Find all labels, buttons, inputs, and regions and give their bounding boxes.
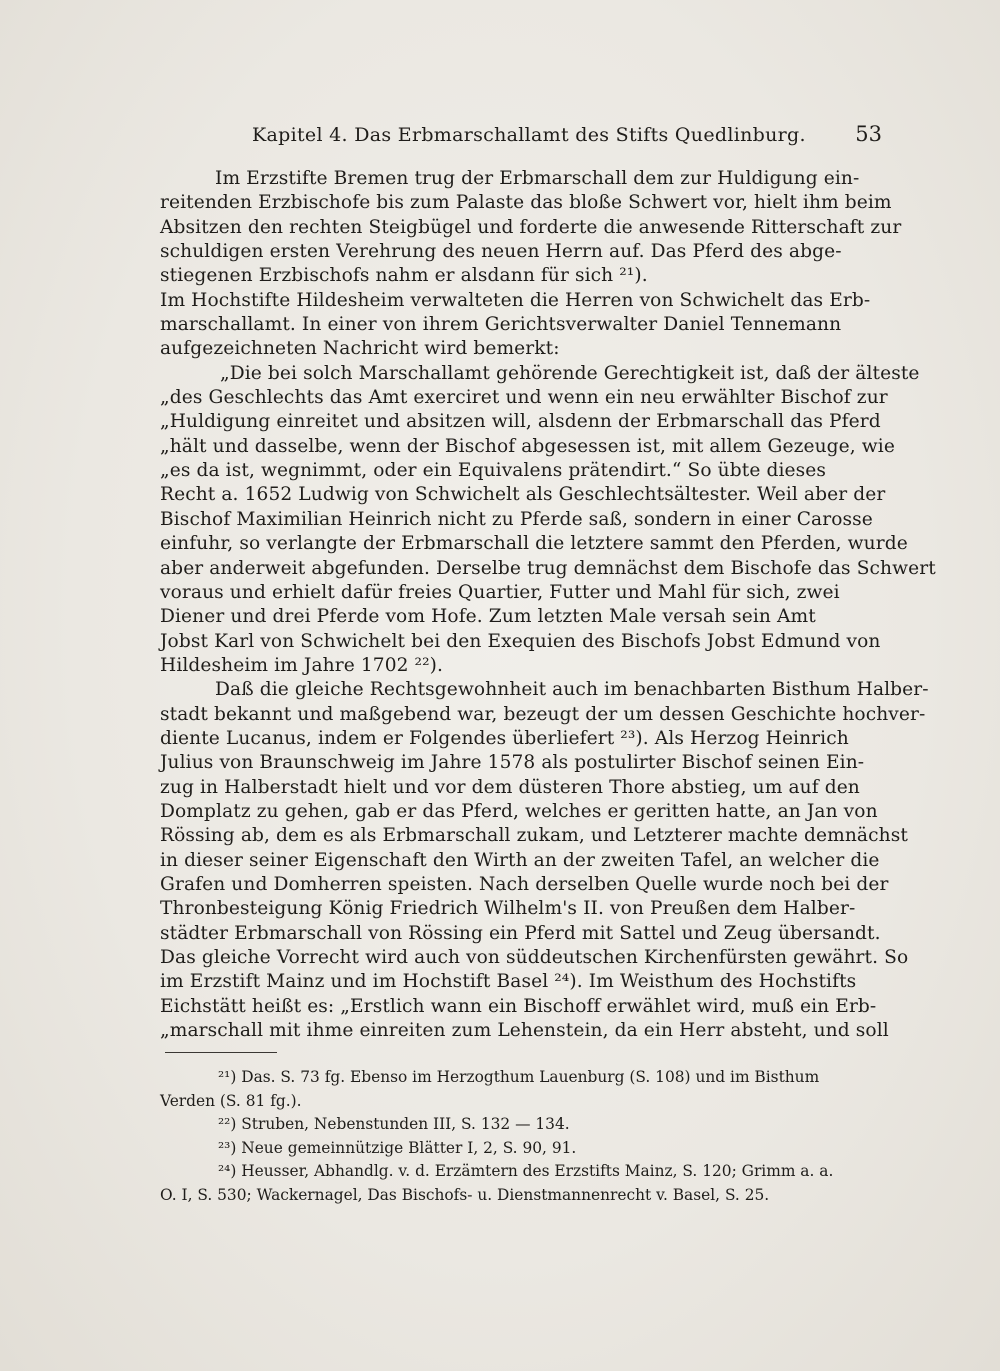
footnote-divider [165,1052,277,1053]
page-number: 53 [855,122,882,146]
text-line: Im Erzstifte Bremen trug der Erbmarschall dem zur Huldigung ein- [215,168,860,189]
footnote-line: ²⁴) Heusser, Abhandlg. v. d. Erzämtern des Erzstifts Mainz, S. 120; Grimm a. a. [218,1162,834,1181]
text-line: im Erzstift Mainz und im Hochstift Basel ²⁴). Im Weisthum des Hochstifts [160,971,857,993]
text-line: Julius von Braunschweig im Jahre 1578 als postulirter Bischof seinen Ein- [160,752,865,774]
text-line: Daß die gleiche Rechtsgewohnheit auch im benachbarten Bisthum Halber- [215,679,929,701]
text-line: „marschall mit ihme einreiten zum Lehenstein, da ein Herr absteht, und soll [160,1020,889,1042]
text-line: Das gleiche Vorrecht wird auch von süddeutschen Kirchenfürsten gewährt. So [160,947,909,968]
quote-line: „Huldigung einreitet und absitzen will, alsdenn der Erbmarschall das Pferd [160,411,881,433]
text-line: Im Hochstifte Hildesheim verwalteten die Herren von Schwichelt das Erb- [160,289,871,311]
text-line: stadt bekannt und maßgebend war, bezeugt der um dessen Geschichte hochver- [160,703,926,725]
quote-line: „des Geschlechts das Amt exerciret und wenn ein neu erwählter Bischof zur [160,387,888,409]
main-text [160,167,936,1043]
text-line: Absitzen den rechten Steigbügel und forderte die anwesende Ritterschaft zur [160,216,902,238]
text-line: zug in Halberstadt hielt und vor dem düsteren Thore abstieg, um auf den [160,776,860,798]
text-line: einfuhr, so verlangte der Erbmarschall die letztere sammt den Pferden, wurde [160,533,908,555]
footnote-line: O. I, S. 530; Wackernagel, Das Bischofs- u. Dienstmannenrecht v. Basel, S. 25. [160,1185,770,1204]
text-line: Eichstätt heißt es: „Erstlich wann ein Bischoff erwählet wird, muß ein Erb- [160,995,877,1017]
footnote-line: Verden (S. 81 fg.). [160,1091,302,1110]
text-line: Grafen und Domherren speisten. Nach derselben Quelle wurde noch bei der [160,873,889,895]
quote-line: „hält und dasselbe, wenn der Bischof abgesessen ist, mit allem Gezeuge, wie [160,435,895,457]
text-line: aufgezeichneten Nachricht wird bemerkt: [160,338,560,360]
quote-line: „es da ist, wegnimmt, oder ein Equivalens prätendirt.“ So übte dieses [160,460,826,482]
text-line: diente Lucanus, indem er Folgendes überliefert ²³). Als Herzog Heinrich [160,727,849,749]
text-line: Bischof Maximilian Heinrich nicht zu Pferde saß, sondern in einer Carosse [160,508,873,530]
text-line: reitenden Erzbischofe bis zum Palaste das bloße Schwert vor, hielt ihm beim [160,192,892,214]
footnotes [160,1066,872,1208]
text-line: Diener und drei Pferde vom Hofe. Zum letzten Male versah sein Amt [160,606,816,628]
text-line: stiegenen Erzbischofs nahm er alsdann für sich ²¹). [160,265,648,287]
text-line: voraus und erhielt dafür freies Quartier, Futter und Mahl für sich, zwei [160,581,840,603]
quote-line: „Die bei solch Marschallamt gehörende Gerechtigkeit ist, daß der älteste [220,362,920,384]
footnote-line: ²³) Neue gemeinnützige Blätter I, 2, S. 90, 91. [218,1138,577,1157]
text-line: in dieser seiner Eigenschaft den Wirth an der zweiten Tafel, an welcher die [160,849,880,871]
text-line: Jobst Karl von Schwichelt bei den Exequien des Bischofs Jobst Edmund von [160,630,881,652]
text-line: Recht a. 1652 Ludwig von Schwichelt als Geschlechtsältester. Weil aber der [160,484,886,506]
text-line: städter Erbmarschall von Rössing ein Pferd mit Sattel und Zeug übersandt. [160,922,881,944]
text-line: schuldigen ersten Verehrung des neuen Herrn auf. Das Pferd des abge- [160,241,842,263]
text-line: Domplatz zu gehen, gab er das Pferd, welches er geritten hatte, an Jan von [160,800,878,822]
running-head: Kapitel 4. Das Erbmarschallamt des Stifts Quedlinburg. [252,124,806,146]
text-line: Thronbesteigung König Friedrich Wilhelm's II. von Preußen dem Halber- [160,898,856,920]
footnote-line: ²²) Struben, Nebenstunden III, S. 132 — 134. [218,1115,570,1134]
text-line: Rössing ab, dem es als Erbmarschall zukam, und Letzterer machte demnächst [160,825,908,847]
text-line: Hildesheim im Jahre 1702 ²²). [160,654,444,676]
text-line: aber anderweit abgefunden. Derselbe trug demnächst dem Bischofe das Schwert [160,557,936,579]
page-header [160,124,882,152]
footnote-line: ²¹) Das. S. 73 fg. Ebenso im Herzogthum Lauenburg (S. 108) und im Bisthum [218,1068,820,1086]
text-line: marschallamt. In einer von ihrem Gerichtsverwalter Daniel Tennemann [160,314,842,336]
